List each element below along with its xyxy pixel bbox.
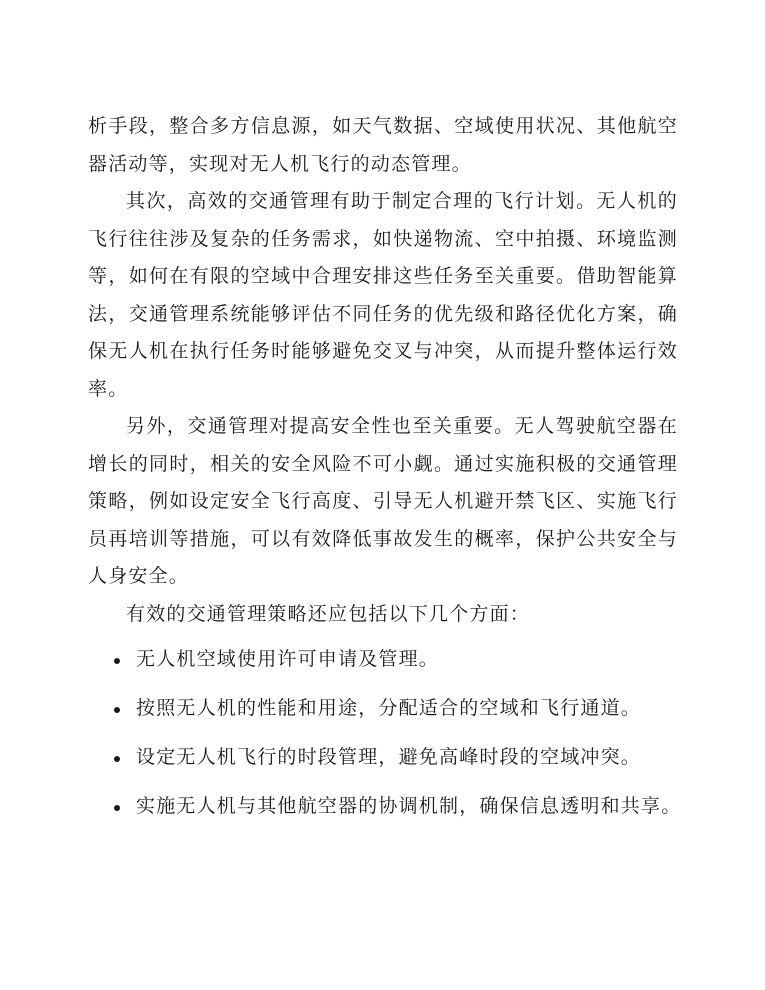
bullet-icon bbox=[114, 707, 120, 713]
list-item-text: 无人机空域使用许可申请及管理。 bbox=[136, 648, 440, 670]
bullet-icon bbox=[114, 805, 120, 811]
list-item bbox=[88, 690, 678, 728]
bullet-icon bbox=[114, 756, 120, 762]
strategy-bullet-list bbox=[88, 641, 682, 826]
document-body bbox=[88, 108, 682, 837]
list-item bbox=[88, 641, 678, 679]
paragraph-safety: 另外，交通管理对提高安全性也至关重要。无人驾驶航空器在增长的同时，相关的安全风险不可小觑。通过实施积极的交通管理策略，例如设定安全飞行高度、引导无人机避开禁飞区、实施飞行员再培训等措施，可以有效降低事故发生的概率，保护公共安全与人身安全。 bbox=[88, 415, 678, 587]
list-item bbox=[88, 788, 682, 826]
paragraph-continuation: 析手段，整合多方信息源，如天气数据、空域使用状况、其他航空器活动等，实现对无人机飞行的动态管理。 bbox=[88, 115, 678, 175]
bullet-icon bbox=[114, 658, 120, 664]
list-item-text: 实施无人机与其他航空器的协调机制，确保信息透明和共享。 bbox=[136, 795, 682, 817]
paragraph-strategy-intro: 有效的交通管理策略还应包括以下几个方面： bbox=[126, 602, 531, 625]
paragraph-flight-planning: 其次，高效的交通管理有助于制定合理的飞行计划。无人机的飞行往往涉及复杂的任务需求，如快递物流、空中拍摄、环境监测等，如何在有限的空域中合理安排这些任务至关重要。借助智能算法，交通管理系统能够评估不同任务的优先级和路径优化方案，确保无人机在执行任务时能够避免交叉与冲突，从而提升整体运行效率。 bbox=[88, 190, 678, 400]
list-item bbox=[88, 739, 678, 777]
list-item-text: 按照无人机的性能和用途，分配适合的空域和飞行通道。 bbox=[136, 697, 642, 719]
list-item-text: 设定无人机飞行的时段管理，避免高峰时段的空域冲突。 bbox=[136, 746, 642, 768]
